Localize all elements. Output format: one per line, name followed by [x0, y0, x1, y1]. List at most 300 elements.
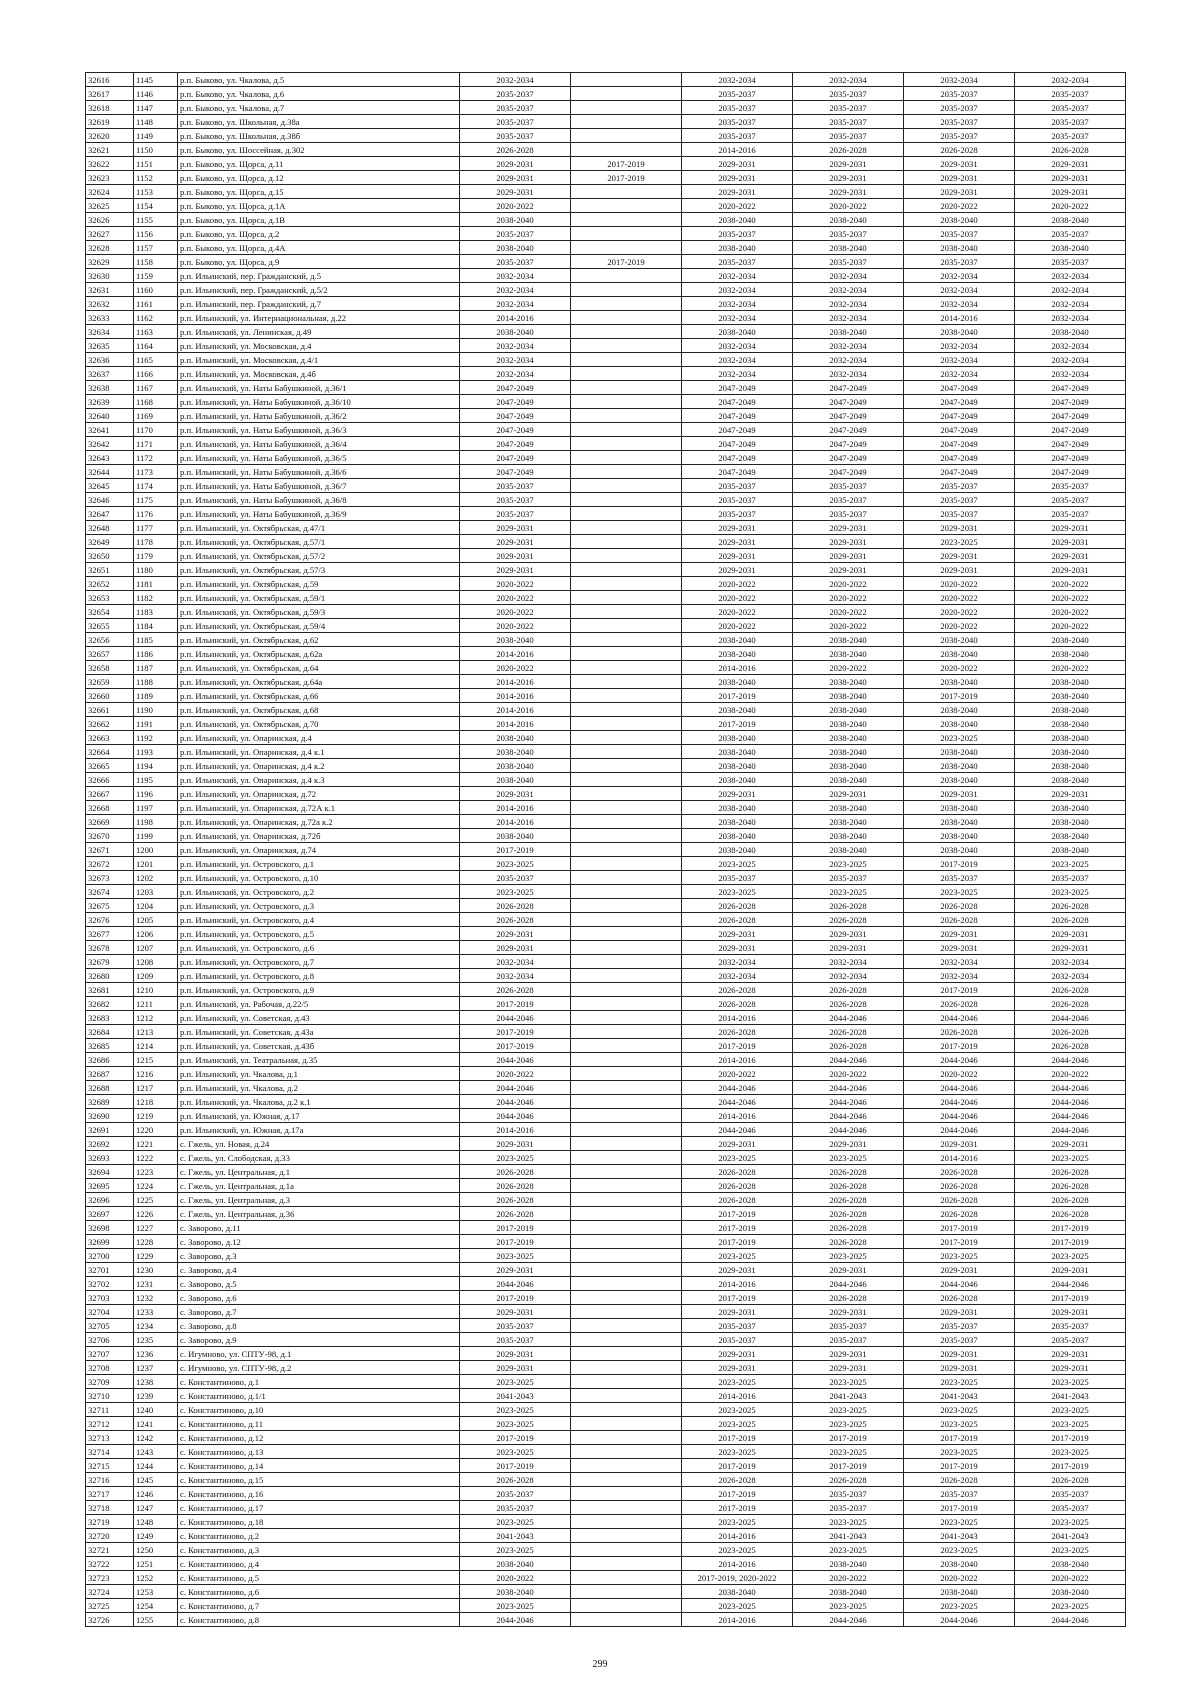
cell-period-1: 2047-2049 [460, 437, 571, 451]
cell-period-2 [571, 269, 682, 283]
cell-period-1: 2026-2028 [460, 1473, 571, 1487]
table-row [86, 647, 1126, 661]
cell-period-3: 2038-2040 [682, 731, 793, 745]
cell-address: р.п. Ильинский, ул. Опаринская, д.4 к.3 [178, 773, 460, 787]
cell-item-number: 1196 [134, 787, 178, 801]
cell-period-6: 2029-2031 [1015, 535, 1126, 549]
cell-period-5: 2023-2025 [904, 885, 1015, 899]
cell-row-number: 32699 [86, 1235, 134, 1249]
cell-period-4: 2029-2031 [793, 171, 904, 185]
cell-period-3: 2014-2016 [682, 1613, 793, 1627]
cell-period-5: 2026-2028 [904, 1291, 1015, 1305]
cell-period-1: 2035-2037 [460, 1501, 571, 1515]
cell-period-3: 2023-2025 [682, 1403, 793, 1417]
cell-period-4: 2041-2043 [793, 1529, 904, 1543]
cell-period-3: 2032-2034 [682, 297, 793, 311]
cell-period-4: 2020-2022 [793, 661, 904, 675]
cell-period-4: 2044-2046 [793, 1277, 904, 1291]
cell-period-3: 2029-2031 [682, 927, 793, 941]
cell-row-number: 32668 [86, 801, 134, 815]
cell-period-3: 2017-2019 [682, 1235, 793, 1249]
cell-address: р.п. Ильинский, ул. Островского, д.6 [178, 941, 460, 955]
cell-period-3: 2023-2025 [682, 1445, 793, 1459]
cell-period-2 [571, 129, 682, 143]
cell-period-1: 2047-2049 [460, 465, 571, 479]
cell-period-5: 2047-2049 [904, 381, 1015, 395]
cell-period-2 [571, 1585, 682, 1599]
cell-period-6: 2020-2022 [1015, 1067, 1126, 1081]
table-row [86, 1263, 1126, 1277]
cell-period-4: 2029-2031 [793, 787, 904, 801]
cell-item-number: 1158 [134, 255, 178, 269]
cell-period-1: 2029-2031 [460, 1305, 571, 1319]
cell-item-number: 1212 [134, 1011, 178, 1025]
cell-period-1: 2023-2025 [460, 1417, 571, 1431]
table-row [86, 969, 1126, 983]
cell-period-6: 2044-2046 [1015, 1095, 1126, 1109]
cell-address: р.п. Ильинский, ул. Островского, д.5 [178, 927, 460, 941]
cell-period-4: 2023-2025 [793, 1151, 904, 1165]
cell-row-number: 32647 [86, 507, 134, 521]
cell-address: р.п. Ильинский, ул. Островского, д.3 [178, 899, 460, 913]
cell-period-6: 2044-2046 [1015, 1053, 1126, 1067]
cell-period-5: 2026-2028 [904, 913, 1015, 927]
cell-address: р.п. Ильинский, ул. Октябрьская, д.47/1 [178, 521, 460, 535]
cell-period-5: 2023-2025 [904, 1403, 1015, 1417]
cell-item-number: 1207 [134, 941, 178, 955]
cell-period-4: 2020-2022 [793, 605, 904, 619]
cell-period-5: 2026-2028 [904, 1165, 1015, 1179]
cell-period-5: 2038-2040 [904, 675, 1015, 689]
cell-period-3: 2029-2031 [682, 185, 793, 199]
cell-period-6: 2023-2025 [1015, 857, 1126, 871]
cell-period-2 [571, 1445, 682, 1459]
cell-period-1: 2038-2040 [460, 745, 571, 759]
cell-address: с. Гжель, ул. Центральная, д.3 [178, 1193, 460, 1207]
cell-period-4: 2023-2025 [793, 1515, 904, 1529]
cell-address: с. Заворово, д.8 [178, 1319, 460, 1333]
cell-item-number: 1180 [134, 563, 178, 577]
cell-item-number: 1213 [134, 1025, 178, 1039]
cell-period-5: 2035-2037 [904, 1487, 1015, 1501]
cell-period-1: 2020-2022 [460, 1571, 571, 1585]
cell-period-3: 2029-2031 [682, 1347, 793, 1361]
cell-period-2 [571, 1249, 682, 1263]
cell-period-6: 2020-2022 [1015, 577, 1126, 591]
cell-period-3: 2026-2028 [682, 1473, 793, 1487]
cell-period-3: 2047-2049 [682, 451, 793, 465]
cell-item-number: 1236 [134, 1347, 178, 1361]
cell-period-5: 2035-2037 [904, 1333, 1015, 1347]
cell-period-2 [571, 1403, 682, 1417]
cell-item-number: 1172 [134, 451, 178, 465]
cell-period-1: 2023-2025 [460, 857, 571, 871]
cell-row-number: 32708 [86, 1361, 134, 1375]
table-row [86, 731, 1126, 745]
cell-period-2 [571, 283, 682, 297]
cell-period-3: 2035-2037 [682, 1333, 793, 1347]
cell-period-1: 2035-2037 [460, 1319, 571, 1333]
table-row [86, 1081, 1126, 1095]
cell-period-2 [571, 1235, 682, 1249]
table-row [86, 157, 1126, 171]
cell-period-6: 2020-2022 [1015, 591, 1126, 605]
table-row [86, 1613, 1126, 1627]
cell-row-number: 32695 [86, 1179, 134, 1193]
cell-address: р.п. Ильинский, ул. Опаринская, д.4 [178, 731, 460, 745]
cell-item-number: 1250 [134, 1543, 178, 1557]
cell-period-4: 2029-2031 [793, 1305, 904, 1319]
cell-period-6: 2017-2019 [1015, 1431, 1126, 1445]
cell-item-number: 1221 [134, 1137, 178, 1151]
cell-row-number: 32656 [86, 633, 134, 647]
cell-period-2 [571, 717, 682, 731]
cell-period-4: 2029-2031 [793, 185, 904, 199]
cell-period-1: 2047-2049 [460, 409, 571, 423]
cell-period-2 [571, 1543, 682, 1557]
cell-period-3: 2014-2016 [682, 1557, 793, 1571]
cell-period-3: 2029-2031 [682, 941, 793, 955]
cell-period-2 [571, 465, 682, 479]
cell-period-1: 2023-2025 [460, 1543, 571, 1557]
cell-period-4: 2035-2037 [793, 1319, 904, 1333]
cell-period-1: 2038-2040 [460, 213, 571, 227]
cell-period-5: 2026-2028 [904, 899, 1015, 913]
table-row [86, 493, 1126, 507]
cell-period-2 [571, 1221, 682, 1235]
cell-row-number: 32725 [86, 1599, 134, 1613]
cell-row-number: 32672 [86, 857, 134, 871]
cell-address: р.п. Ильинский, ул. Опаринская, д.72А к.1 [178, 801, 460, 815]
cell-period-5: 2029-2031 [904, 941, 1015, 955]
cell-period-6: 2035-2037 [1015, 493, 1126, 507]
cell-period-6: 2029-2031 [1015, 1361, 1126, 1375]
cell-item-number: 1181 [134, 577, 178, 591]
cell-period-5: 2017-2019 [904, 1235, 1015, 1249]
cell-period-4: 2026-2028 [793, 1179, 904, 1193]
cell-row-number: 32687 [86, 1067, 134, 1081]
cell-period-1: 2035-2037 [460, 227, 571, 241]
cell-row-number: 32691 [86, 1123, 134, 1137]
table-row [86, 703, 1126, 717]
cell-period-6: 2038-2040 [1015, 325, 1126, 339]
cell-period-2 [571, 199, 682, 213]
table-row [86, 1431, 1126, 1445]
cell-period-5: 2032-2034 [904, 353, 1015, 367]
cell-period-6: 2044-2046 [1015, 1011, 1126, 1025]
cell-period-3: 2023-2025 [682, 1375, 793, 1389]
cell-period-2 [571, 983, 682, 997]
cell-period-1: 2038-2040 [460, 773, 571, 787]
cell-period-6: 2029-2031 [1015, 1137, 1126, 1151]
table-row [86, 1277, 1126, 1291]
cell-period-4: 2038-2040 [793, 1585, 904, 1599]
cell-period-3: 2020-2022 [682, 199, 793, 213]
cell-address: р.п. Ильинский, пер. Гражданский, д.7 [178, 297, 460, 311]
cell-row-number: 32720 [86, 1529, 134, 1543]
cell-period-2 [571, 1291, 682, 1305]
cell-period-1: 2035-2037 [460, 87, 571, 101]
cell-period-1: 2035-2037 [460, 507, 571, 521]
cell-period-5: 2029-2031 [904, 157, 1015, 171]
cell-period-4: 2023-2025 [793, 1249, 904, 1263]
cell-period-5: 2029-2031 [904, 1305, 1015, 1319]
cell-period-3: 2035-2037 [682, 1319, 793, 1333]
cell-period-1: 2014-2016 [460, 689, 571, 703]
cell-period-2 [571, 437, 682, 451]
cell-period-5: 2017-2019 [904, 1501, 1015, 1515]
cell-period-1: 2029-2031 [460, 549, 571, 563]
cell-period-3: 2023-2025 [682, 1543, 793, 1557]
cell-address: с. Константиново, д.17 [178, 1501, 460, 1515]
cell-item-number: 1161 [134, 297, 178, 311]
cell-period-2 [571, 591, 682, 605]
cell-row-number: 32710 [86, 1389, 134, 1403]
cell-period-3: 2014-2016 [682, 1529, 793, 1543]
cell-period-3: 2014-2016 [682, 1053, 793, 1067]
cell-period-1: 2020-2022 [460, 605, 571, 619]
cell-address: р.п. Ильинский, ул. Октябрьская, д.62 [178, 633, 460, 647]
table-row [86, 591, 1126, 605]
cell-item-number: 1153 [134, 185, 178, 199]
cell-period-4: 2047-2049 [793, 423, 904, 437]
cell-period-4: 2020-2022 [793, 619, 904, 633]
cell-period-3: 2020-2022 [682, 1067, 793, 1081]
cell-period-3: 2032-2034 [682, 353, 793, 367]
cell-period-5: 2029-2031 [904, 1263, 1015, 1277]
cell-period-3: 2032-2034 [682, 339, 793, 353]
cell-item-number: 1163 [134, 325, 178, 339]
cell-period-1: 2017-2019 [460, 1235, 571, 1249]
cell-address: р.п. Быково, ул. Щорса, д.9 [178, 255, 460, 269]
cell-period-3: 2032-2034 [682, 269, 793, 283]
cell-period-4: 2023-2025 [793, 1445, 904, 1459]
cell-period-3: 2038-2040 [682, 241, 793, 255]
cell-address: с. Константиново, д.1 [178, 1375, 460, 1389]
cell-period-2 [571, 507, 682, 521]
cell-item-number: 1187 [134, 661, 178, 675]
cell-period-3: 2038-2040 [682, 759, 793, 773]
cell-item-number: 1232 [134, 1291, 178, 1305]
cell-item-number: 1160 [134, 283, 178, 297]
cell-period-4: 2020-2022 [793, 1067, 904, 1081]
cell-address: р.п. Быково, ул. Щорса, д.11 [178, 157, 460, 171]
cell-address: р.п. Ильинский, ул. Островского, д.2 [178, 885, 460, 899]
cell-period-2 [571, 1277, 682, 1291]
cell-period-2 [571, 1179, 682, 1193]
cell-period-6: 2047-2049 [1015, 437, 1126, 451]
cell-period-4: 2029-2031 [793, 157, 904, 171]
cell-item-number: 1170 [134, 423, 178, 437]
cell-address: р.п. Быково, ул. Щорса, д.15 [178, 185, 460, 199]
cell-period-4: 2038-2040 [793, 647, 904, 661]
cell-item-number: 1227 [134, 1221, 178, 1235]
table-row [86, 1501, 1126, 1515]
cell-row-number: 32669 [86, 815, 134, 829]
schedule-table [85, 72, 1126, 1627]
cell-period-3: 2047-2049 [682, 395, 793, 409]
cell-period-2 [571, 619, 682, 633]
cell-row-number: 32640 [86, 409, 134, 423]
cell-row-number: 32698 [86, 1221, 134, 1235]
cell-period-3: 2035-2037 [682, 871, 793, 885]
cell-period-2 [571, 1529, 682, 1543]
table-row [86, 871, 1126, 885]
cell-period-5: 2017-2019 [904, 689, 1015, 703]
cell-item-number: 1249 [134, 1529, 178, 1543]
cell-period-3: 2038-2040 [682, 801, 793, 815]
cell-period-5: 2035-2037 [904, 1319, 1015, 1333]
cell-period-4: 2044-2046 [793, 1011, 904, 1025]
cell-period-4: 2023-2025 [793, 885, 904, 899]
cell-period-6: 2035-2037 [1015, 1501, 1126, 1515]
cell-address: с. Константиново, д.8 [178, 1613, 460, 1627]
table-row [86, 1053, 1126, 1067]
table-row [86, 143, 1126, 157]
cell-period-3: 2038-2040 [682, 675, 793, 689]
cell-address: р.п. Быково, ул. Шоссейная, д.302 [178, 143, 460, 157]
cell-address: р.п. Быково, ул. Щорса, д.12 [178, 171, 460, 185]
cell-period-6: 2017-2019 [1015, 1291, 1126, 1305]
cell-period-1: 2035-2037 [460, 255, 571, 269]
cell-period-1: 2014-2016 [460, 703, 571, 717]
table-row [86, 1459, 1126, 1473]
cell-period-4: 2035-2037 [793, 871, 904, 885]
cell-period-1: 2044-2046 [460, 1277, 571, 1291]
cell-row-number: 32682 [86, 997, 134, 1011]
table-row [86, 717, 1126, 731]
table-row [86, 1179, 1126, 1193]
cell-period-6: 2038-2040 [1015, 1585, 1126, 1599]
table-row [86, 213, 1126, 227]
cell-row-number: 32655 [86, 619, 134, 633]
cell-period-4: 2044-2046 [793, 1053, 904, 1067]
cell-address: р.п. Ильинский, пер. Гражданский, д.5/2 [178, 283, 460, 297]
cell-period-1: 2044-2046 [460, 1081, 571, 1095]
cell-period-2 [571, 1151, 682, 1165]
cell-period-4: 2029-2031 [793, 535, 904, 549]
table-row [86, 1109, 1126, 1123]
cell-period-5: 2026-2028 [904, 1193, 1015, 1207]
cell-period-5: 2035-2037 [904, 87, 1015, 101]
cell-period-1: 2041-2043 [460, 1389, 571, 1403]
cell-period-3: 2038-2040 [682, 703, 793, 717]
cell-row-number: 32702 [86, 1277, 134, 1291]
cell-period-4: 2023-2025 [793, 857, 904, 871]
cell-row-number: 32654 [86, 605, 134, 619]
cell-period-6: 2023-2025 [1015, 1417, 1126, 1431]
cell-period-2 [571, 381, 682, 395]
table-row [86, 983, 1126, 997]
cell-period-6: 2029-2031 [1015, 1305, 1126, 1319]
cell-period-3: 2044-2046 [682, 1095, 793, 1109]
cell-period-6: 2047-2049 [1015, 409, 1126, 423]
cell-period-5: 2020-2022 [904, 591, 1015, 605]
cell-period-4: 2038-2040 [793, 829, 904, 843]
cell-period-1: 2023-2025 [460, 1403, 571, 1417]
cell-period-5: 2047-2049 [904, 409, 1015, 423]
cell-period-6: 2023-2025 [1015, 1599, 1126, 1613]
table-row [86, 171, 1126, 185]
cell-item-number: 1195 [134, 773, 178, 787]
cell-period-5: 2041-2043 [904, 1529, 1015, 1543]
cell-period-1: 2035-2037 [460, 129, 571, 143]
table-row [86, 1403, 1126, 1417]
cell-period-1: 2026-2028 [460, 1207, 571, 1221]
cell-period-6: 2038-2040 [1015, 647, 1126, 661]
cell-period-5: 2038-2040 [904, 1557, 1015, 1571]
cell-address: р.п. Ильинский, ул. Октябрьская, д.59/1 [178, 591, 460, 605]
cell-row-number: 32681 [86, 983, 134, 997]
cell-period-5: 2017-2019 [904, 1431, 1015, 1445]
table-row [86, 73, 1126, 87]
cell-row-number: 32617 [86, 87, 134, 101]
cell-period-4: 2020-2022 [793, 1571, 904, 1585]
table-row [86, 1039, 1126, 1053]
cell-period-6: 2038-2040 [1015, 843, 1126, 857]
cell-row-number: 32663 [86, 731, 134, 745]
cell-row-number: 32677 [86, 927, 134, 941]
cell-period-6: 2026-2028 [1015, 1473, 1126, 1487]
cell-period-6: 2047-2049 [1015, 423, 1126, 437]
cell-period-4: 2023-2025 [793, 1375, 904, 1389]
cell-period-4: 2032-2034 [793, 311, 904, 325]
cell-row-number: 32657 [86, 647, 134, 661]
cell-address: р.п. Ильинский, ул. Октябрьская, д.59/4 [178, 619, 460, 633]
cell-period-5: 2026-2028 [904, 997, 1015, 1011]
table-row [86, 1417, 1126, 1431]
cell-period-3: 2029-2031 [682, 549, 793, 563]
cell-period-3: 2014-2016 [682, 1109, 793, 1123]
cell-period-4: 2038-2040 [793, 325, 904, 339]
cell-period-6: 2023-2025 [1015, 1249, 1126, 1263]
cell-period-5: 2035-2037 [904, 255, 1015, 269]
table-row [86, 633, 1126, 647]
table-row [86, 563, 1126, 577]
cell-period-4: 2038-2040 [793, 731, 904, 745]
cell-period-1: 2029-2031 [460, 1137, 571, 1151]
cell-period-6: 2026-2028 [1015, 1207, 1126, 1221]
cell-row-number: 32639 [86, 395, 134, 409]
cell-period-2 [571, 1417, 682, 1431]
cell-period-2 [571, 1263, 682, 1277]
cell-row-number: 32714 [86, 1445, 134, 1459]
cell-period-3: 2020-2022 [682, 591, 793, 605]
cell-period-2 [571, 115, 682, 129]
cell-period-2 [571, 1599, 682, 1613]
cell-address: р.п. Ильинский, ул. Ленинская, д.49 [178, 325, 460, 339]
cell-period-6: 2032-2034 [1015, 283, 1126, 297]
cell-period-6: 2023-2025 [1015, 1543, 1126, 1557]
cell-period-1: 2029-2031 [460, 535, 571, 549]
cell-period-5: 2020-2022 [904, 661, 1015, 675]
cell-period-6: 2038-2040 [1015, 241, 1126, 255]
cell-period-6: 2020-2022 [1015, 619, 1126, 633]
cell-period-4: 2032-2034 [793, 339, 904, 353]
cell-period-4: 2020-2022 [793, 199, 904, 213]
cell-period-6: 2038-2040 [1015, 815, 1126, 829]
cell-period-4: 2032-2034 [793, 955, 904, 969]
cell-period-5: 2044-2046 [904, 1053, 1015, 1067]
cell-period-4: 2035-2037 [793, 507, 904, 521]
cell-period-5: 2029-2031 [904, 563, 1015, 577]
cell-period-4: 2026-2028 [793, 997, 904, 1011]
cell-period-4: 2026-2028 [793, 1291, 904, 1305]
cell-period-3: 2035-2037 [682, 129, 793, 143]
table-row [86, 1305, 1126, 1319]
cell-period-5: 2035-2037 [904, 479, 1015, 493]
cell-period-6: 2026-2028 [1015, 899, 1126, 913]
